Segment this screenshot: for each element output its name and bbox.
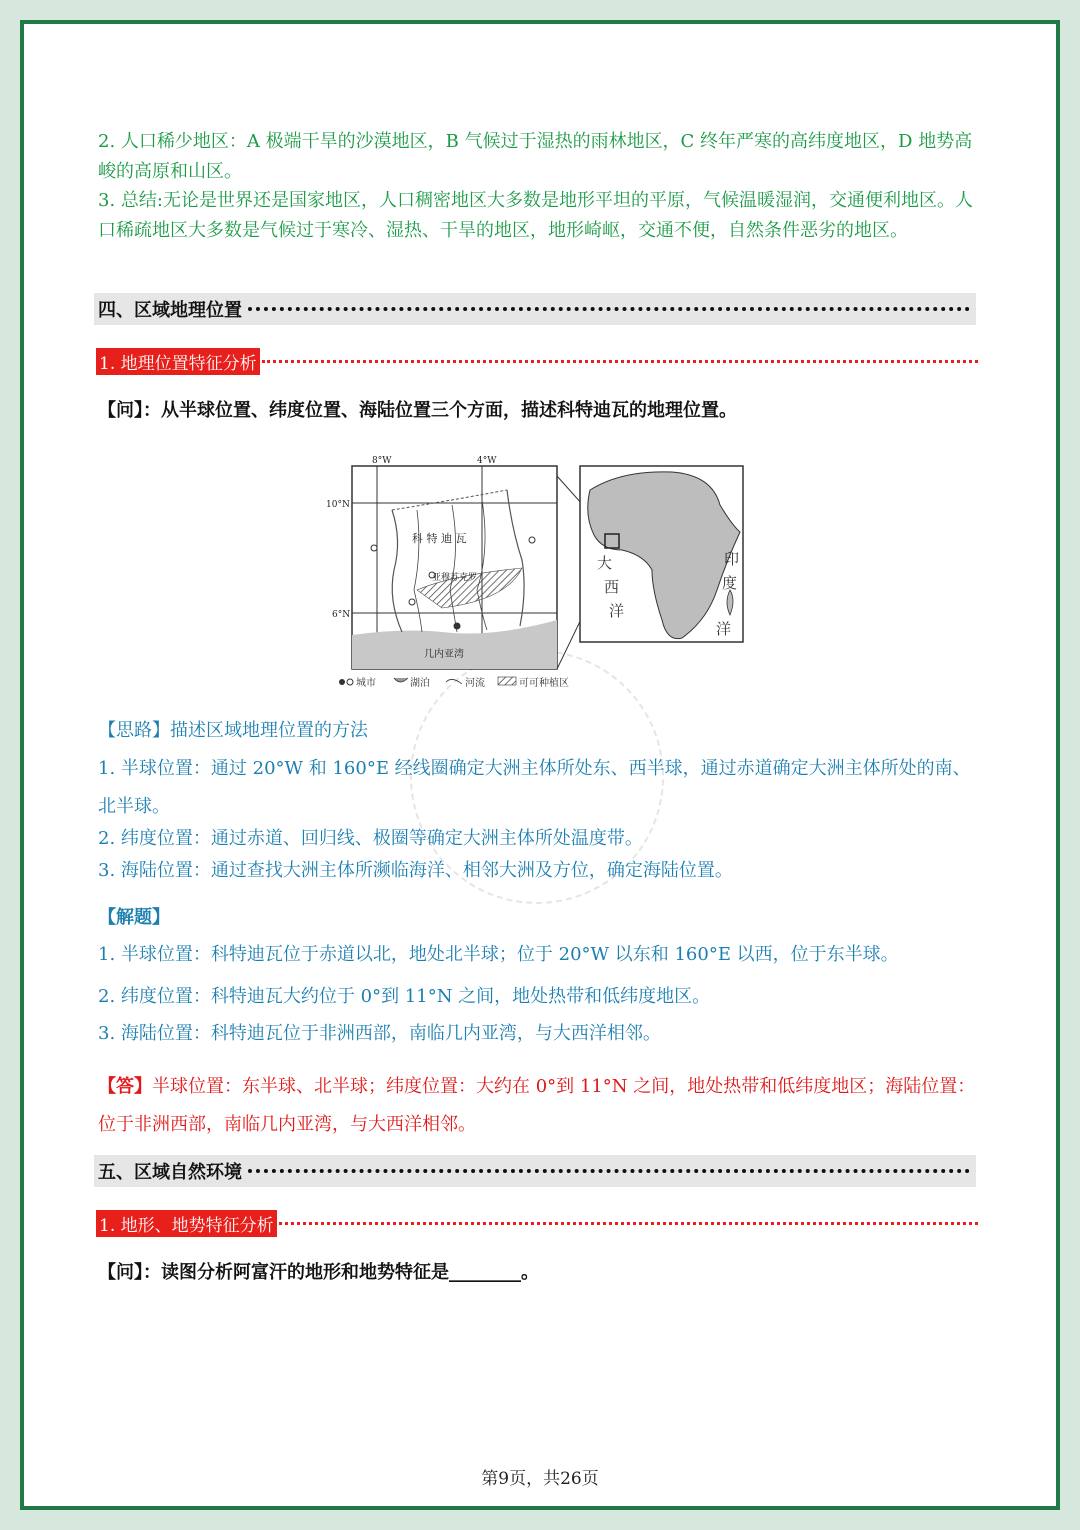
question-mark: 【问】	[98, 1262, 143, 1283]
answer-paragraph	[98, 1068, 984, 1144]
thinking-item-1: 1. 半球位置：通过 20°W 和 160°E 经线圈确定大洲主体所处东、西半球，通过赤道确定大洲主体所处的南、北半球。	[98, 758, 971, 817]
section-title: 五、区域自然环境	[98, 1162, 242, 1183]
answer-text: 半球位置：东半球、北半球；纬度位置：大约在 0°到 11°N 之间，地处热带和低纬度地区；海陆位置：位于非洲西部，南临几内亚湾，与大西洋相邻。	[98, 1076, 976, 1135]
map-label: 洋	[609, 602, 625, 620]
question-mark: 【问】	[98, 400, 143, 421]
legend-lake: 湖泊	[410, 678, 430, 689]
map-label: 大	[597, 554, 613, 572]
map-svg	[322, 450, 752, 690]
question-text: ：读图分析阿富汗的地形和地势特征是________。	[143, 1262, 539, 1283]
solution-item-1: 1. 半球位置：科特迪瓦位于赤道以北，地处北半球；位于 20°W 以东和 160°E 以西，位于东半球。	[98, 944, 899, 965]
paragraph-summary: 3. 总结:无论是世界还是国家地区，人口稠密地区大多数是地形平坦的平原，气候温暖湿润，交通便利地区。人口稀疏地区大多数是气候过于寒冷、湿热、干旱的地区，地形崎岖，交通不便，自然条件恶劣的地区。	[98, 190, 973, 241]
subsection-tag: 1. 地理位置特征分析	[96, 348, 260, 375]
page-number: 第9页，共26页	[481, 1469, 599, 1489]
thinking-item-3: 3. 海陆位置：通过查找大洲主体所濒临海洋、相邻大洲及方位，确定海陆位置。	[98, 860, 733, 881]
section-heading-5	[94, 1155, 976, 1187]
map-label: 亚穆苏克罗	[432, 573, 478, 583]
solution-item-2: 2. 纬度位置：科特迪瓦大约位于 0°到 11°N 之间，地处热带和低纬度地区。	[98, 986, 711, 1007]
map-label: 4°W	[477, 456, 497, 466]
map-label: 洋	[716, 620, 732, 638]
map-figure	[322, 450, 752, 690]
thinking-item-2: 2. 纬度位置：通过赤道、回归线、极圈等确定大洲主体所处温度带。	[98, 828, 643, 849]
section-title: 四、区域地理位置	[98, 300, 242, 321]
map-label: 几内亚湾	[424, 649, 464, 660]
map-label: 科 特 迪 瓦	[412, 532, 467, 545]
red-dotted-rule	[279, 1222, 978, 1225]
legend-river: 河流	[465, 678, 485, 689]
map-label: 西	[604, 578, 620, 596]
legend-city: 城市	[356, 678, 376, 689]
paragraph-sparse-population: 2. 人口稀少地区：A 极端干旱的沙漠地区，B 气候过于湿热的雨林地区，C 终年严寒的高纬度地区，D 地势高峻的高原和山区。	[98, 131, 973, 182]
solution-item-3: 3. 海陆位置：科特迪瓦位于非洲西部，南临几内亚湾，与大西洋相邻。	[98, 1023, 661, 1044]
answer-mark: 【答】	[98, 1076, 152, 1097]
map-label: 度	[722, 574, 738, 592]
map-label: 10°N	[326, 500, 350, 510]
subsection-heading	[96, 349, 978, 373]
solution-title: 【解题】	[98, 907, 170, 928]
subsection-heading	[96, 1211, 978, 1235]
red-dotted-rule	[262, 360, 978, 363]
question-line	[98, 1258, 539, 1284]
dotted-rule	[248, 307, 970, 311]
subsection-tag: 1. 地形、地势特征分析	[96, 1210, 277, 1237]
dotted-rule	[248, 1169, 970, 1173]
map-label: 6°N	[332, 610, 351, 620]
question-line	[98, 396, 737, 422]
question-text: ：从半球位置、纬度位置、海陆位置三个方面，描述科特迪瓦的地理位置。	[143, 400, 737, 421]
legend-plant: 可可种植区	[519, 678, 569, 689]
section-heading-4	[94, 293, 976, 325]
map-label: 8°W	[372, 456, 392, 466]
map-label: 印	[724, 550, 740, 568]
thinking-title: 【思路】描述区域地理位置的方法	[98, 720, 368, 741]
